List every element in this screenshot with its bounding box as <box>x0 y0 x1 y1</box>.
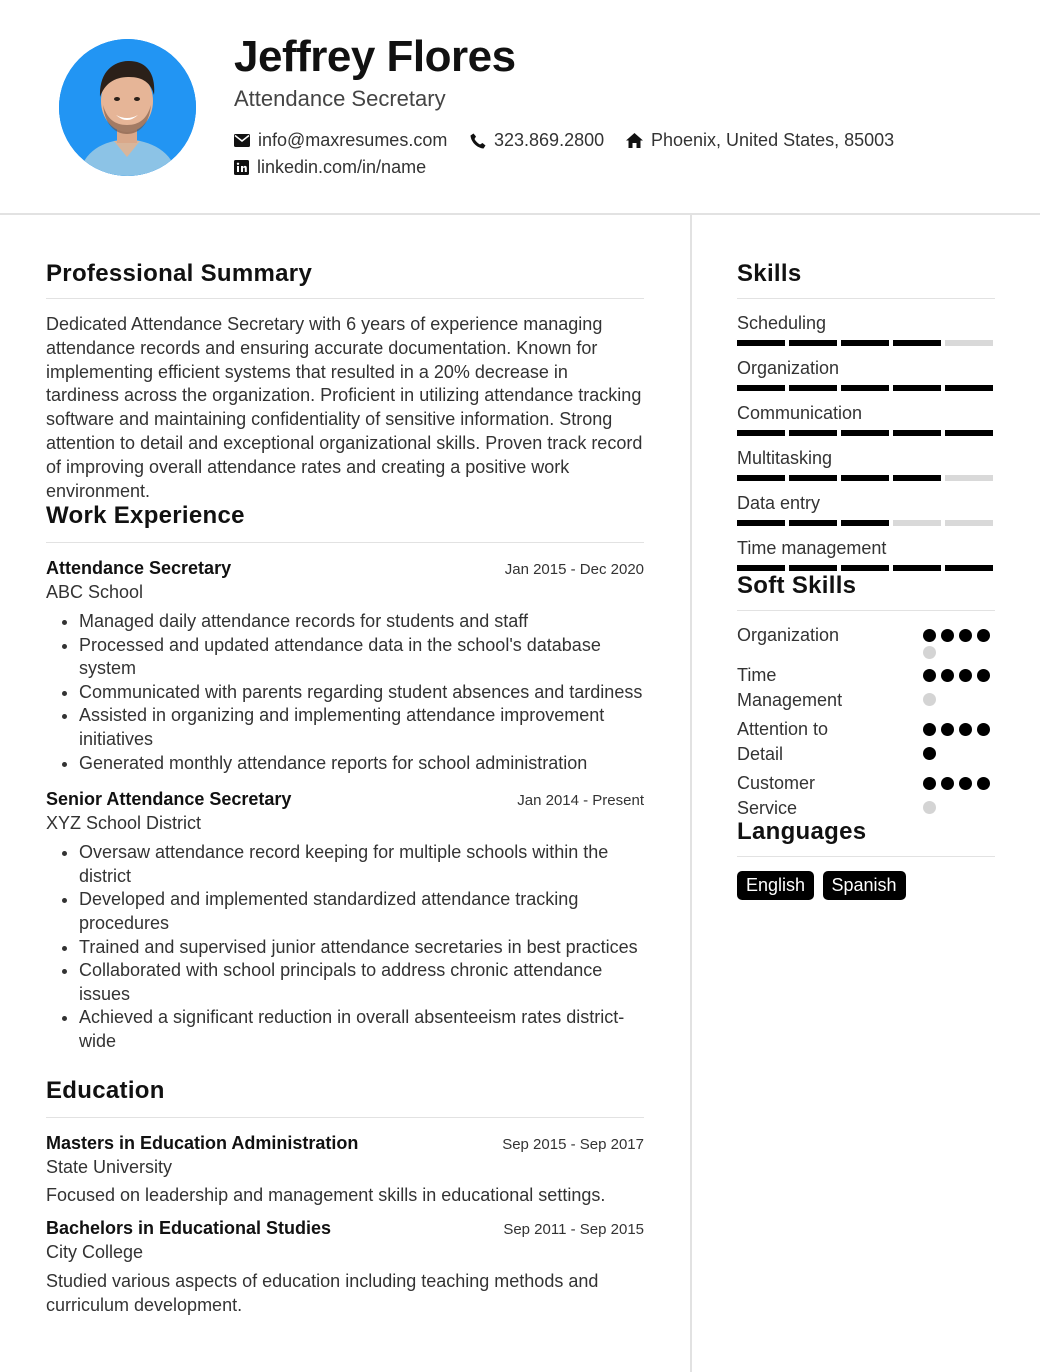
language-tag: Spanish <box>823 871 906 900</box>
section-divider <box>737 298 995 299</box>
skill-level-segment <box>789 475 837 481</box>
rating-dot <box>923 669 936 682</box>
section-divider <box>46 542 644 543</box>
skill-level-segment <box>945 385 993 391</box>
person-avatar-icon <box>59 39 196 176</box>
soft-skill-rating <box>923 623 995 659</box>
summary-heading: Professional Summary <box>46 260 313 287</box>
candidate-name: Jeffrey Flores <box>234 32 516 81</box>
skill-level-segment <box>789 565 837 571</box>
linkedin-text: linkedin.com/in/name <box>257 157 427 177</box>
education-dates: Sep 2015 - Sep 2017 <box>502 1136 644 1153</box>
column-divider <box>690 215 692 1372</box>
skill-level-segment <box>841 430 889 436</box>
list-item: • Processed and updated attendance data in the school's database system <box>79 634 644 681</box>
rating-dot <box>941 777 954 790</box>
job-organization: ABC School <box>46 582 144 602</box>
rating-dot <box>959 777 972 790</box>
rating-dot <box>977 723 990 736</box>
experience-section <box>46 502 644 1054</box>
summary-text: Dedicated Attendance Secretary with 6 years of experience managing attendance records and ensuring accurate documentation. Known for implementing efficient systems that resulted in a 20% decrease in tardiness across the organization. Proficient in utilizing attendance tracking software and maintaining confidentiality of sensitive information. Strong attention to detail and exceptional organizational skills. Proven track record of improving overall attendance rates and creating a positive work environment. <box>46 314 643 501</box>
soft-skill-item <box>737 663 995 713</box>
skill-level-segment <box>945 340 993 346</box>
soft-skills-heading: Soft Skills <box>737 572 857 599</box>
contact-email[interactable] <box>234 130 447 151</box>
skill-level-bar <box>737 565 995 571</box>
list-item: • Communicated with parents regarding student absences and tardiness <box>79 681 644 705</box>
contact-location <box>626 130 894 151</box>
section-divider <box>737 610 995 611</box>
home-icon <box>626 133 643 148</box>
skill-level-segment <box>841 520 889 526</box>
skill-name: Time management <box>737 538 887 558</box>
school-name: City College <box>46 1242 144 1262</box>
list-item: • Achieved a significant reduction in overall absenteeism rates district-wide <box>79 1006 644 1053</box>
rating-dot <box>923 723 936 736</box>
skills-section <box>737 260 995 571</box>
soft-skill-item <box>737 717 995 767</box>
skill-item <box>737 403 995 436</box>
skill-name: Communication <box>737 403 863 423</box>
soft-skill-name: Attention to Detail <box>737 719 829 764</box>
skill-level-bar <box>737 430 995 436</box>
skill-name: Data entry <box>737 493 821 513</box>
skill-level-segment <box>841 565 889 571</box>
soft-skill-rating <box>923 663 995 713</box>
degree-title: Bachelors in Educational Studies <box>46 1218 332 1238</box>
list-item: • Managed daily attendance records for students and staff <box>79 610 644 634</box>
skill-level-segment <box>789 430 837 436</box>
contact-linkedin[interactable] <box>234 157 426 178</box>
phone-text: 323.869.2800 <box>494 130 605 150</box>
skills-list <box>737 313 995 571</box>
skill-level-segment <box>945 565 993 571</box>
job-dates: Jan 2015 - Dec 2020 <box>504 561 644 578</box>
skill-level-segment <box>737 520 785 526</box>
soft-skills-section <box>737 572 995 825</box>
education-description: Studied various aspects of education including teaching methods and curriculum development. <box>46 1271 599 1315</box>
skill-level-segment <box>737 565 785 571</box>
list-item: • Assisted in organizing and implementing attendance improvement initiatives <box>79 704 644 751</box>
rating-dot <box>941 669 954 682</box>
summary-section <box>46 260 644 503</box>
resume-header <box>0 0 1040 215</box>
rating-dot <box>959 723 972 736</box>
skill-level-segment <box>789 520 837 526</box>
email-text: info@maxresumes.com <box>258 130 448 150</box>
skill-level-segment <box>841 385 889 391</box>
job-bullets <box>79 841 644 1053</box>
skills-heading: Skills <box>737 260 802 287</box>
section-divider <box>46 1117 644 1118</box>
soft-skills-list <box>737 623 995 821</box>
list-item: • Developed and implemented standardized attendance tracking procedures <box>79 888 644 935</box>
skill-item <box>737 358 995 391</box>
skill-name: Multitasking <box>737 448 833 468</box>
soft-skill-name: Time Management <box>737 665 843 710</box>
list-item: • Trained and supervised junior attendance secretaries in best practices <box>79 936 644 960</box>
education-description: Focused on leadership and management skills in educational settings. <box>46 1185 606 1205</box>
skill-level-segment <box>841 475 889 481</box>
rating-dot <box>941 723 954 736</box>
location-text: Phoenix, United States, 85003 <box>651 130 895 150</box>
language-tag: English <box>737 871 814 900</box>
skill-level-segment <box>893 385 941 391</box>
skill-name: Scheduling <box>737 313 827 333</box>
soft-skill-item <box>737 623 995 659</box>
skill-level-segment <box>737 430 785 436</box>
soft-skill-name: Organization <box>737 625 840 645</box>
skill-item <box>737 493 995 526</box>
education-heading: Education <box>46 1077 165 1104</box>
soft-skill-rating <box>923 771 995 821</box>
job-title: Senior Attendance Secretary <box>46 789 292 810</box>
skill-level-bar <box>737 340 995 346</box>
skill-level-segment <box>737 385 785 391</box>
skill-name: Organization <box>737 358 840 378</box>
job-bullets <box>79 610 644 775</box>
skill-level-segment <box>945 430 993 436</box>
candidate-title: Attendance Secretary <box>234 86 446 111</box>
soft-skill-item <box>737 771 995 821</box>
skill-level-segment <box>789 385 837 391</box>
language-tags <box>737 871 995 900</box>
envelope-icon <box>234 134 250 147</box>
skill-level-bar <box>737 520 995 526</box>
skill-level-segment <box>945 475 993 481</box>
rating-dot <box>959 669 972 682</box>
rating-dot <box>977 777 990 790</box>
skill-level-segment <box>737 340 785 346</box>
rating-dot <box>959 629 972 642</box>
rating-dot <box>923 747 936 760</box>
phone-icon <box>470 133 486 149</box>
rating-dot <box>977 629 990 642</box>
skill-level-bar <box>737 385 995 391</box>
rating-dot <box>923 777 936 790</box>
soft-skill-name: Customer Service <box>737 773 816 818</box>
job-dates: Jan 2014 - Present <box>517 792 644 810</box>
skill-level-segment <box>893 520 941 526</box>
skill-item <box>737 538 995 571</box>
education-dates: Sep 2011 - Sep 2015 <box>503 1221 644 1238</box>
section-divider <box>737 856 995 857</box>
profile-photo <box>59 39 196 176</box>
list-item: • Generated monthly attendance reports for school administration <box>79 752 644 776</box>
skill-level-segment <box>789 340 837 346</box>
school-name: State University <box>46 1157 173 1177</box>
rating-dot <box>977 669 990 682</box>
languages-section <box>737 818 995 900</box>
education-entry <box>46 1218 644 1317</box>
list-item: • Oversaw attendance record keeping for multiple schools within the district <box>79 841 644 888</box>
contact-phone[interactable] <box>470 130 604 151</box>
list-item: • Collaborated with school principals to address chronic attendance issues <box>79 959 644 1006</box>
job-organization: XYZ School District <box>46 813 202 834</box>
skill-item <box>737 448 995 481</box>
linkedin-icon <box>234 160 249 175</box>
degree-title: Masters in Education Administration <box>46 1133 359 1153</box>
rating-dot <box>923 801 936 814</box>
languages-heading: Languages <box>737 818 867 845</box>
skill-level-segment <box>893 475 941 481</box>
skill-level-segment <box>841 340 889 346</box>
job-title: Attendance Secretary <box>46 558 232 578</box>
skill-level-segment <box>945 520 993 526</box>
rating-dot <box>923 693 936 706</box>
skill-level-segment <box>737 475 785 481</box>
rating-dot <box>941 629 954 642</box>
section-divider <box>46 298 644 299</box>
job-entry <box>46 789 644 1053</box>
job-entry <box>46 558 644 775</box>
skill-item <box>737 313 995 346</box>
education-entry <box>46 1133 644 1207</box>
education-section <box>46 1077 644 1317</box>
skill-level-segment <box>893 565 941 571</box>
skill-level-segment <box>893 430 941 436</box>
skill-level-bar <box>737 475 995 481</box>
skill-level-segment <box>893 340 941 346</box>
rating-dot <box>923 629 936 642</box>
experience-heading: Work Experience <box>46 502 245 529</box>
soft-skill-rating <box>923 717 995 767</box>
rating-dot <box>923 646 936 659</box>
